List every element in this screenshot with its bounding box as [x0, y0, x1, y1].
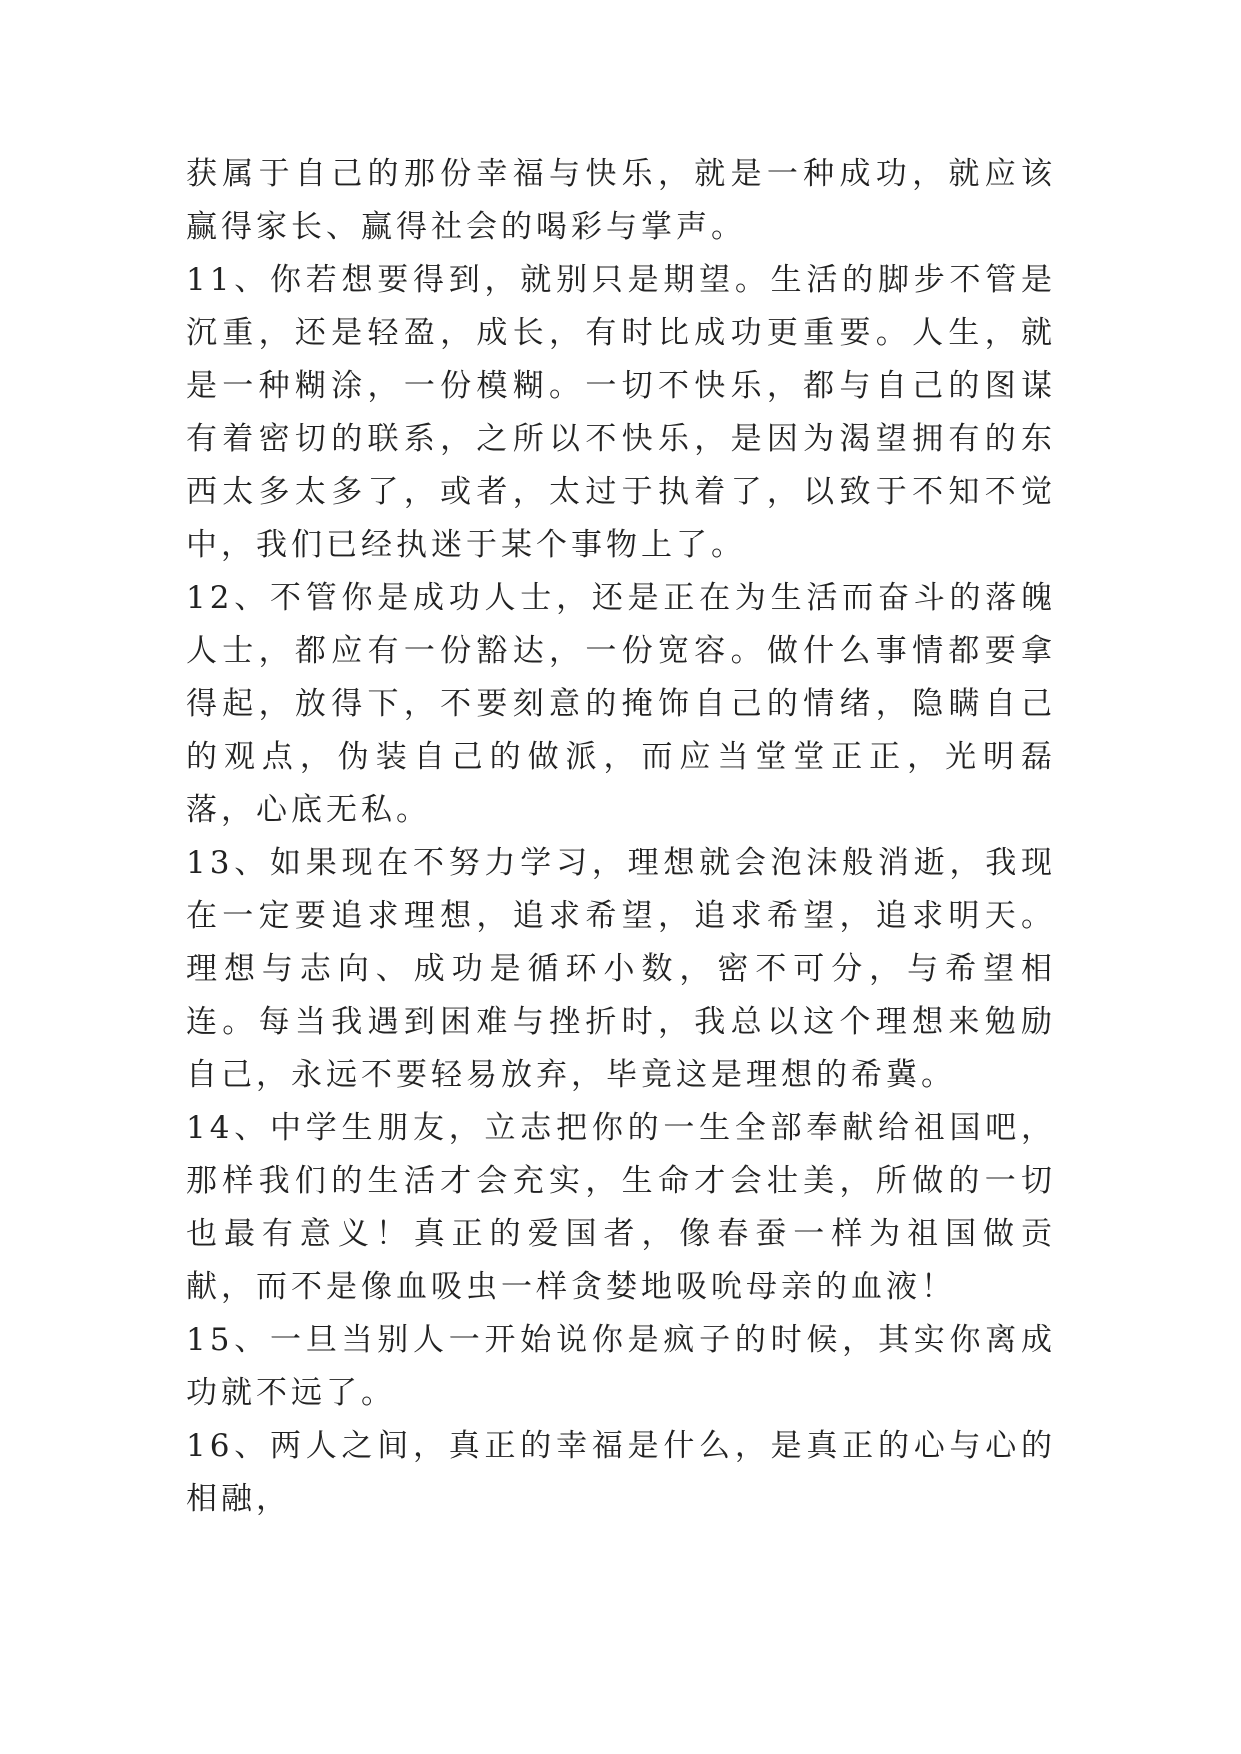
paragraph-13: 13、如果现在不努力学习，理想就会泡沫般消逝，我现在一定要追求理想，追求希望，追求希望，追求明天。理想与志向、成功是循环小数，密不可分，与希望相连。每当我遇到困难与挫折时，我总以这个理想来勉励自己，永远不要轻易放弃，毕竟这是理想的希冀。: [186, 845, 1056, 1093]
document-body: [186, 148, 1056, 1526]
paragraph-14: 14、中学生朋友，立志把你的一生全部奉献给祖国吧，那样我们的生活才会充实，生命才会壮美，所做的一切也最有意义！真正的爱国者，像春蚕一样为祖国做贡献，而不是像血吸虫一样贪婪地吸吮母亲的血液！: [186, 1110, 1056, 1305]
paragraph-continuation: 获属于自己的那份幸福与快乐，就是一种成功，就应该赢得家长、赢得社会的喝彩与掌声。: [186, 156, 1056, 245]
paragraph-11: 11、你若想要得到，就别只是期望。生活的脚步不管是沉重，还是轻盈，成长，有时比成功更重要。人生，就是一种糊涂，一份模糊。一切不快乐，都与自己的图谋有着密切的联系，之所以不快乐，是因为渴望拥有的东西太多太多了，或者，太过于执着了，以致于不知不觉中，我们已经执迷于某个事物上了。: [186, 262, 1056, 563]
paragraph-12: 12、不管你是成功人士，还是正在为生活而奋斗的落魄人士，都应有一份豁达，一份宽容。做什么事情都要拿得起，放得下，不要刻意的掩饰自己的情绪，隐瞒自己的观点，伪装自己的做派，而应当堂堂正正，光明磊落，心底无私。: [186, 580, 1056, 828]
paragraph-16: 16、两人之间，真正的幸福是什么，是真正的心与心的相融，: [186, 1428, 1056, 1517]
paragraph-15: 15、一旦当别人一开始说你是疯子的时候，其实你离成功就不远了。: [186, 1322, 1056, 1411]
